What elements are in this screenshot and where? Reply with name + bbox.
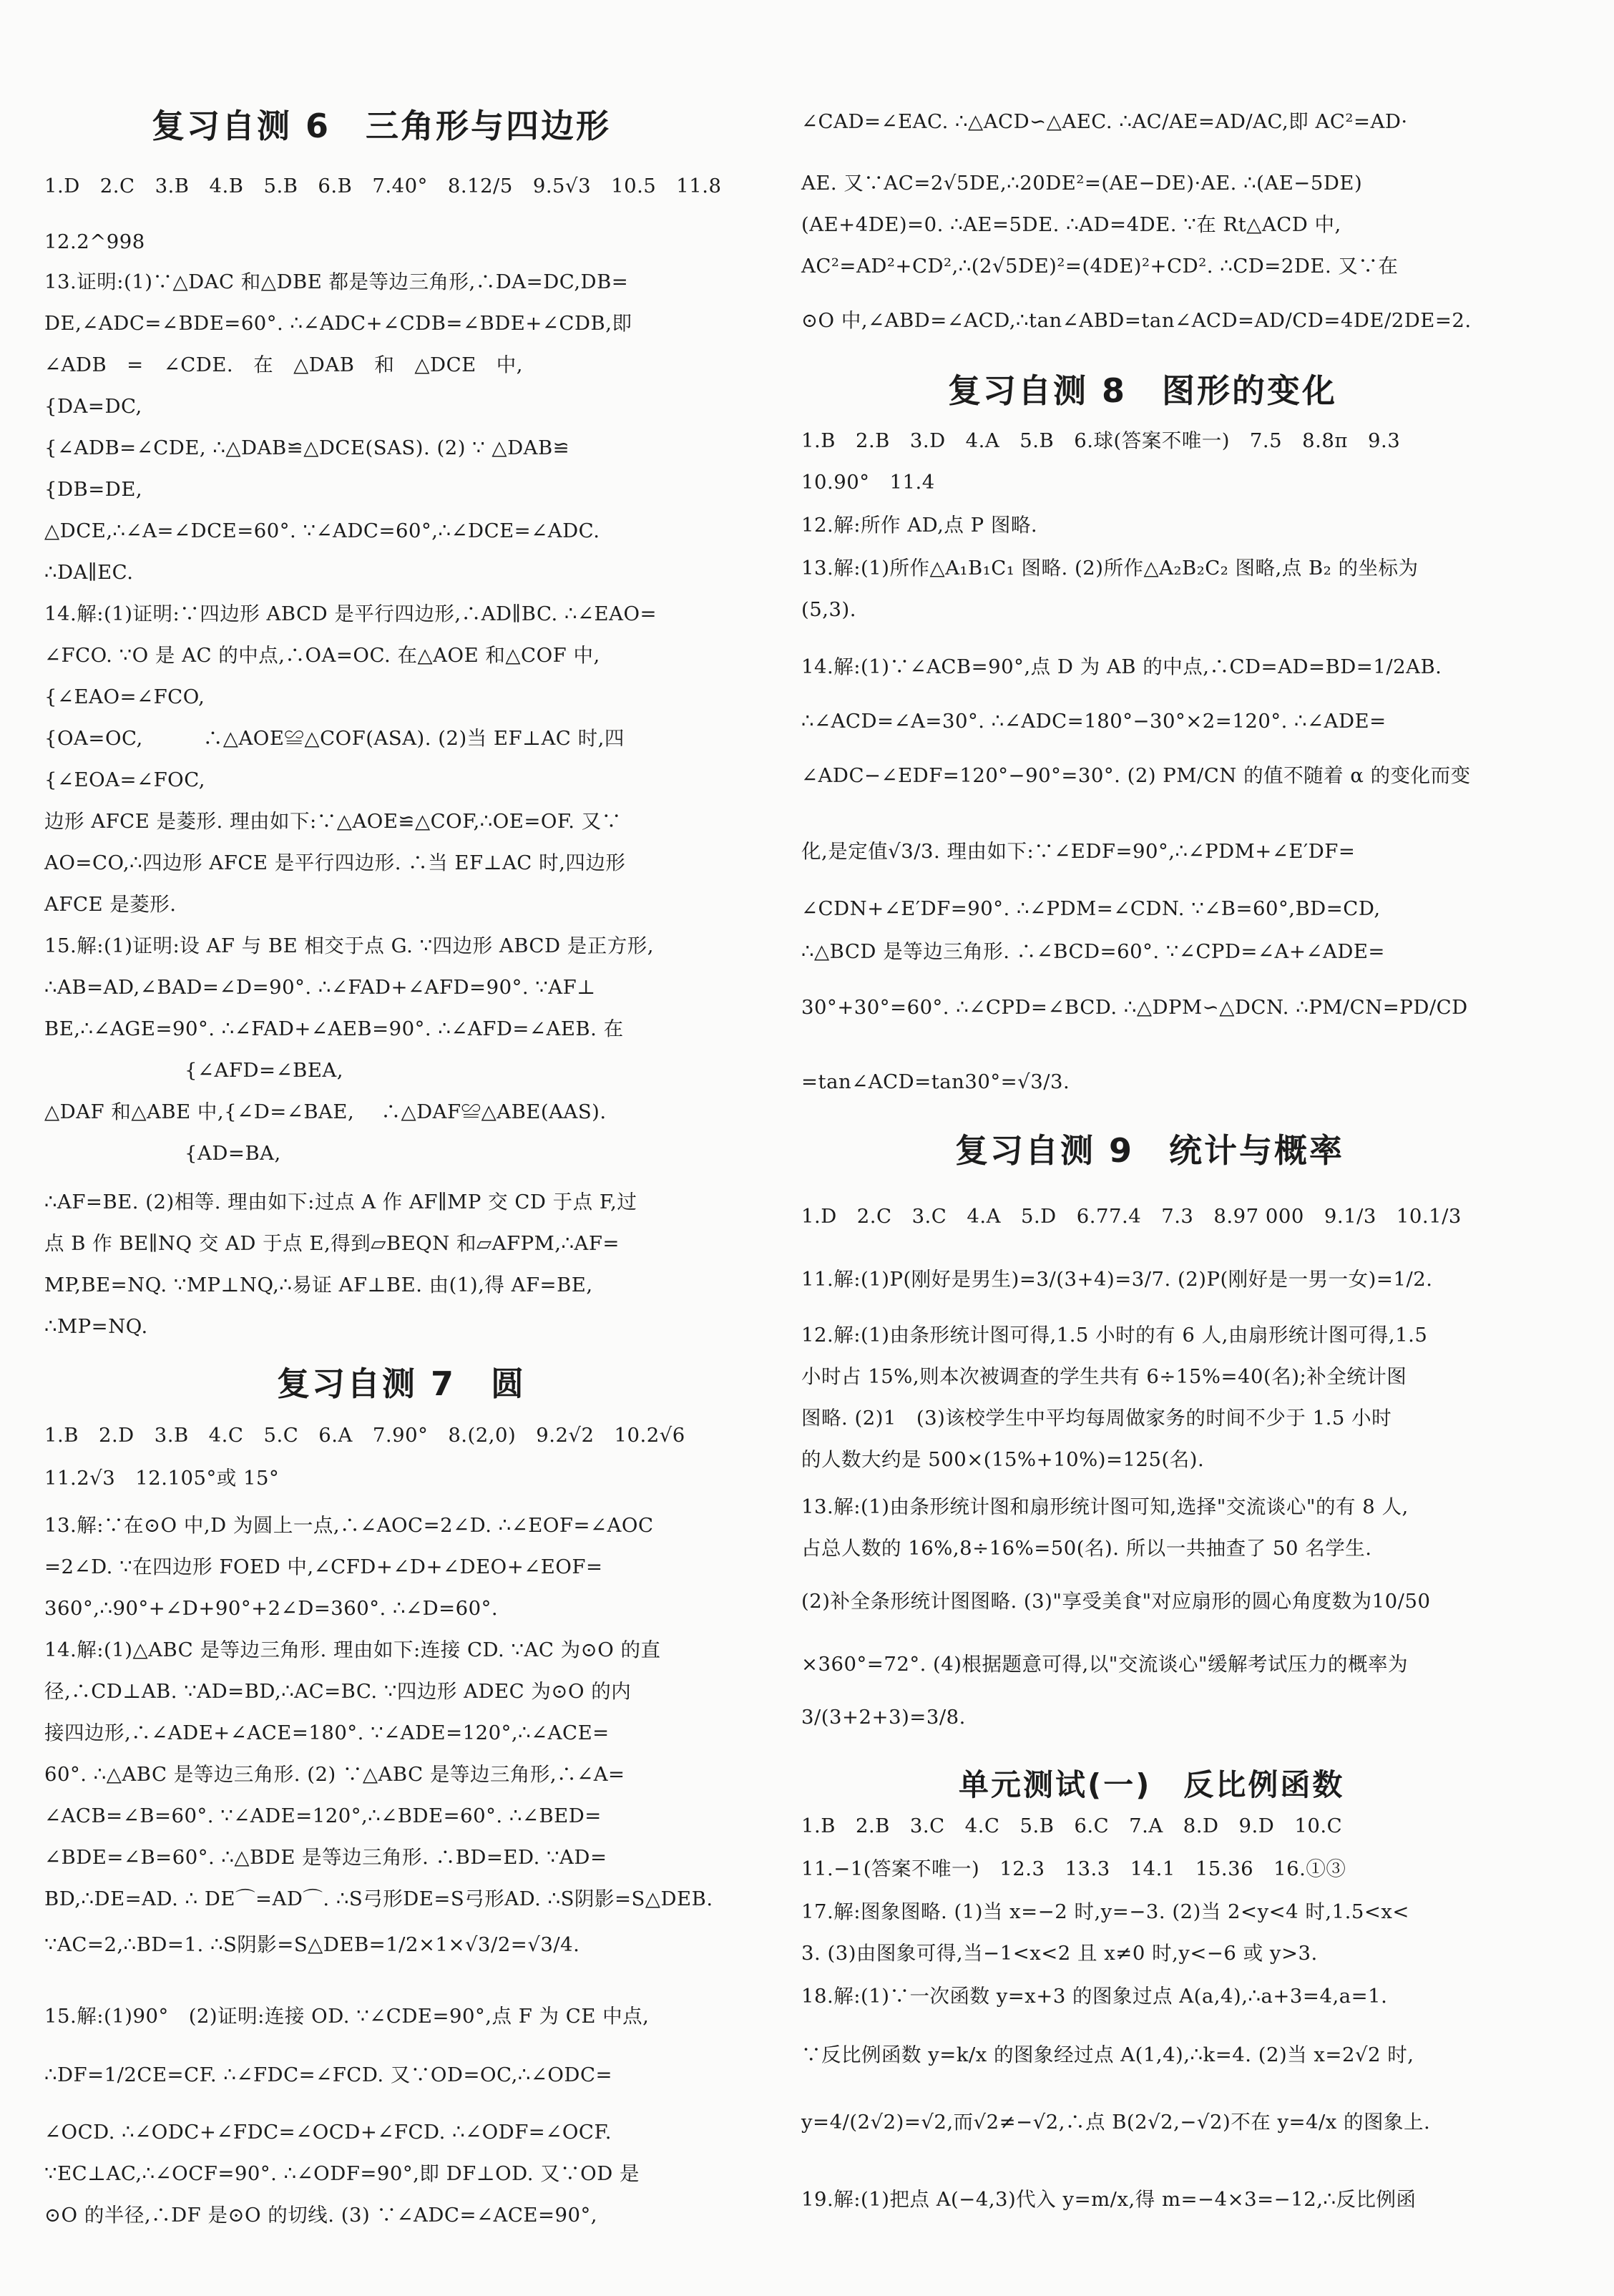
answer-line: ∵EC⊥AC,∴∠OCF=90°. ∴∠ODF=90°,即 DF⊥OD. 又∵OD 是 xyxy=(44,2162,640,2185)
answer-line: 13.解:∵在⊙O 中,D 为圆上一点,∴∠AOC=2∠D. ∴∠EOF=∠AOC xyxy=(44,1514,654,1537)
answer-line: y=4/(2√2)=√2,而√2≠−√2,∴点 B(2√2,−√2)不在 y=4/x 的图象上. xyxy=(801,2111,1431,2134)
answer-line: 60°. ∴△ABC 是等边三角形. (2) ∵△ABC 是等边三角形,∴∠A= xyxy=(44,1763,625,1786)
answer-line: ∠ADC−∠EDF=120°−90°=30°. (2) PM/CN 的值不随着 α 的变化而变 xyxy=(801,764,1471,787)
answer-line: ⊙O 的半径,∴DF 是⊙O 的切线. (3) ∵∠ADC=∠ACE=90°, xyxy=(44,2204,598,2227)
answer-line: ∠FCO. ∵O 是 AC 的中点,∴OA=OC. 在△AOE 和△COF 中, xyxy=(44,644,600,667)
answer-line: ∠CDN+∠E′DF=90°. ∴∠PDM=∠CDN. ∵∠B=60°,BD=CD, xyxy=(801,897,1381,920)
answer-line: 接四边形,∴∠ADE+∠ACE=180°. ∵∠ADE=120°,∴∠ACE= xyxy=(44,1721,610,1744)
answer-line: (5,3). xyxy=(801,598,856,621)
answer-line: {DB=DE, xyxy=(44,478,143,501)
answer-line: ∴MP=NQ. xyxy=(44,1315,148,1338)
answer-line: 17.解:图象图略. (1)当 x=−2 时,y=−3. (2)当 2<y<4 时,1.5<x< xyxy=(801,1900,1409,1923)
answer-line: 3. (3)由图象可得,当−1<x<2 且 x≠0 时,y<−6 或 y>3. xyxy=(801,1942,1318,1965)
answer-line: =tan∠ACD=tan30°=√3/3. xyxy=(801,1070,1070,1093)
answer-line: 12.2^998 xyxy=(44,230,145,253)
answer-line: 1.B 2.B 3.D 4.A 5.B 6.球(答案不唯一) 7.5 8.8π 9.3 xyxy=(801,429,1401,452)
answer-line: ∠BDE=∠B=60°. ∴△BDE 是等边三角形. ∴BD=ED. ∵AD= xyxy=(44,1846,607,1869)
answer-line: ×360°=72°. (4)根据题意可得,以"交流谈心"缓解考试压力的概率为 xyxy=(801,1653,1409,1676)
answer-line: ∠ACB=∠B=60°. ∵∠ADE=120°,∴∠BDE=60°. ∴∠BED= xyxy=(44,1804,602,1827)
answer-line: 边形 AFCE 是菱形. 理由如下:∵△AOE≌△COF,∴OE=OF. 又∵ xyxy=(44,810,622,833)
answer-line: AE. 又∵AC=2√5DE,∴20DE²=(AE−DE)·AE. ∴(AE−5DE) xyxy=(801,172,1363,195)
answer-line: AC²=AD²+CD²,∴(2√5DE)²=(4DE)²+CD². ∴CD=2DE. 又∵在 xyxy=(801,255,1399,278)
answer-line: 1.D 2.C 3.B 4.B 5.B 6.B 7.40° 8.12/5 9.5√3 10.5 11.8 xyxy=(44,175,722,197)
answer-line: DE,∠ADC=∠BDE=60°. ∴∠ADC+∠CDB=∠BDE+∠CDB,即 xyxy=(44,312,632,335)
answer-line: 小时占 15%,则本次被调查的学生共有 6÷15%=40(名);补全统计图 xyxy=(801,1365,1407,1388)
answer-line: 14.解:(1)△ABC 是等边三角形. 理由如下:连接 CD. ∵AC 为⊙O 的直 xyxy=(44,1638,661,1661)
answer-line: BD,∴DE=AD. ∴ DE⌒=AD⌒. ∴S弓形DE=S弓形AD. ∴S阴影=S△DEB. xyxy=(44,1887,713,1910)
answer-line: {AD=BA, xyxy=(44,1142,281,1165)
answer-line: △DCE,∴∠A=∠DCE=60°. ∵∠ADC=60°,∴∠DCE=∠ADC. xyxy=(44,519,600,542)
answer-line: 1.B 2.B 3.C 4.C 5.B 6.C 7.A 8.D 9.D 10.C xyxy=(801,1814,1343,1837)
answer-line: =2∠D. ∵在四边形 FOED 中,∠CFD+∠D+∠DEO+∠EOF= xyxy=(44,1555,603,1578)
answer-line: BE,∴∠AGE=90°. ∴∠FAD+∠AEB=90°. ∴∠AFD=∠AEB. 在 xyxy=(44,1017,624,1040)
answer-line: {∠ADB=∠CDE, ∴△DAB≌△DCE(SAS). (2) ∵ △DAB≌ xyxy=(44,436,570,459)
answer-line: ∴∠ACD=∠A=30°. ∴∠ADC=180°−30°×2=120°. ∴∠ADE= xyxy=(801,710,1386,733)
answer-line: AFCE 是菱形. xyxy=(44,893,177,916)
section-title-s7: 复习自测 7 圆 xyxy=(277,1364,527,1403)
answer-line: 1.B 2.D 3.B 4.C 5.C 6.A 7.90° 8.(2,0) 9.2√2 10.2√6 xyxy=(44,1424,685,1447)
answer-line: (AE+4DE)=0. ∴AE=5DE. ∴AD=4DE. ∵在 Rt△ACD 中, xyxy=(801,213,1341,236)
answer-line: 3/(3+2+3)=3/8. xyxy=(801,1706,966,1729)
answer-line: 占总人数的 16%,8÷16%=50(名). 所以一共抽查了 50 名学生. xyxy=(801,1537,1372,1560)
answer-line: 360°,∴90°+∠D+90°+2∠D=360°. ∴∠D=60°. xyxy=(44,1597,499,1620)
answer-line: 13.解:(1)所作△A₁B₁C₁ 图略. (2)所作△A₂B₂C₂ 图略,点 B₂ 的坐标为 xyxy=(801,557,1419,580)
answer-line: ∠ADB = ∠CDE. 在 △DAB 和 △DCE 中, xyxy=(44,353,523,376)
answer-line: ⊙O 中,∠ABD=∠ACD,∴tan∠ABD=tan∠ACD=AD/CD=4DE/2DE=2. xyxy=(801,309,1472,332)
answer-line: 14.解:(1)证明:∵四边形 ABCD 是平行四边形,∴AD∥BC. ∴∠EAO= xyxy=(44,602,657,625)
answer-line: 图略. (2)1 (3)该校学生中平均每周做家务的时间不少于 1.5 小时 xyxy=(801,1407,1392,1430)
answer-line: 11.解:(1)P(刚好是男生)=3/(3+4)=3/7. (2)P(刚好是一男一女)=1/2. xyxy=(801,1268,1433,1291)
answer-line: 14.解:(1)∵∠ACB=90°,点 D 为 AB 的中点,∴CD=AD=BD=1/2AB. xyxy=(801,655,1442,678)
answer-line: 12.解:(1)由条形统计图可得,1.5 小时的有 6 人,由扇形统计图可得,1.5 xyxy=(801,1324,1428,1347)
answer-line: {DA=DC, xyxy=(44,395,142,418)
answer-line: 径,∴CD⊥AB. ∵AD=BD,∴AC=BC. ∵四边形 ADEC 为⊙O 的内 xyxy=(44,1680,632,1703)
answer-line: 11.2√3 12.105°或 15° xyxy=(44,1467,280,1490)
answer-line: 19.解:(1)把点 A(−4,3)代入 y=m/x,得 m=−4×3=−12,∴反比例函 xyxy=(801,2188,1417,2211)
answer-line: 11.−1(答案不唯一) 12.3 13.3 14.1 15.36 16.①③ xyxy=(801,1857,1346,1880)
answer-line: 的人数大约是 500×(15%+10%)=125(名). xyxy=(801,1448,1205,1471)
answer-line: 点 B 作 BE∥NQ 交 AD 于点 E,得到▱BEQN 和▱AFPM,∴AF= xyxy=(44,1232,620,1255)
answer-line: 化,是定值√3/3. 理由如下:∵∠EDF=90°,∴∠PDM+∠E′DF= xyxy=(801,840,1356,863)
answer-line: ∠CAD=∠EAC. ∴△ACD∽△AEC. ∴AC/AE=AD/AC,即 AC²=AD· xyxy=(801,110,1408,133)
answer-line: {∠EOA=∠FOC, xyxy=(44,768,206,791)
answer-line: 1.D 2.C 3.C 4.A 5.D 6.77.4 7.3 8.97 000 9.1/3 10.1/3 xyxy=(801,1205,1462,1228)
section-title-s8: 复习自测 8 图形的变化 xyxy=(948,371,1338,410)
answer-line: {OA=OC, ∴△AOE≌△COF(ASA). (2)当 EF⊥AC 时,四 xyxy=(44,727,625,750)
answer-line: ∴AB=AD,∠BAD=∠D=90°. ∴∠FAD+∠AFD=90°. ∵AF⊥ xyxy=(44,976,596,999)
answer-line: 18.解:(1)∵一次函数 y=x+3 的图象过点 A(a,4),∴a+3=4,a=1. xyxy=(801,1985,1388,2008)
answer-line: △DAF 和△ABE 中,{∠D=∠BAE, ∴△DAF≌△ABE(AAS). xyxy=(44,1100,607,1123)
answer-line: ∴DF=1/2CE=CF. ∴∠FDC=∠FCD. 又∵OD=OC,∴∠ODC= xyxy=(44,2063,613,2086)
answer-line: ∴DA∥EC. xyxy=(44,561,134,584)
section-title-s9: 复习自测 9 统计与概率 xyxy=(955,1131,1345,1170)
answer-line: ∵反比例函数 y=k/x 的图象经过点 A(1,4),∴k=4. (2)当 x=2√2 时, xyxy=(801,2043,1414,2066)
answer-line: 13.证明:(1)∵△DAC 和△DBE 都是等边三角形,∴DA=DC,DB= xyxy=(44,270,629,293)
answer-line: 15.解:(1)证明:设 AF 与 BE 相交于点 G. ∵四边形 ABCD 是正方形, xyxy=(44,934,655,957)
answer-line: 30°+30°=60°. ∴∠CPD=∠BCD. ∴△DPM∽△DCN. ∴PM/CN=PD/CD xyxy=(801,996,1468,1019)
section-title-s6: 复习自测 6 三角形与四边形 xyxy=(152,107,612,145)
answer-line: AO=CO,∴四边形 AFCE 是平行四边形. ∴当 EF⊥AC 时,四边形 xyxy=(44,851,626,874)
answer-line: ∠OCD. ∴∠ODC+∠FDC=∠OCD+∠FCD. ∴∠ODF=∠OCF. xyxy=(44,2121,612,2144)
answer-line: MP,BE=NQ. ∵MP⊥NQ,∴易证 AF⊥BE. 由(1),得 AF=BE, xyxy=(44,1274,593,1296)
answer-line: 15.解:(1)90° (2)证明:连接 OD. ∵∠CDE=90°,点 F 为 CE 中点, xyxy=(44,2005,650,2028)
answer-line: 10.90° 11.4 xyxy=(801,471,935,494)
answer-line: 12.解:所作 AD,点 P 图略. xyxy=(801,514,1038,537)
answer-line: ∵AC=2,∴BD=1. ∴S阴影=S△DEB=1/2×1×√3/2=√3/4. xyxy=(44,1933,580,1956)
answer-line: 13.解:(1)由条形统计图和扇形统计图可知,选择"交流谈心"的有 8 人, xyxy=(801,1495,1409,1518)
answer-line: ∴AF=BE. (2)相等. 理由如下:过点 A 作 AF∥MP 交 CD 于点 F,过 xyxy=(44,1191,637,1213)
section-title-u1: 单元测试(一) 反比例函数 xyxy=(959,1767,1345,1802)
answer-line: ∴△BCD 是等边三角形. ∴∠BCD=60°. ∵∠CPD=∠A+∠ADE= xyxy=(801,940,1385,963)
answer-line: {∠AFD=∠BEA, xyxy=(44,1059,343,1082)
answer-line: (2)补全条形统计图图略. (3)"享受美食"对应扇形的圆心角度数为10/50 xyxy=(801,1590,1431,1613)
answer-line: {∠EAO=∠FCO, xyxy=(44,685,205,708)
